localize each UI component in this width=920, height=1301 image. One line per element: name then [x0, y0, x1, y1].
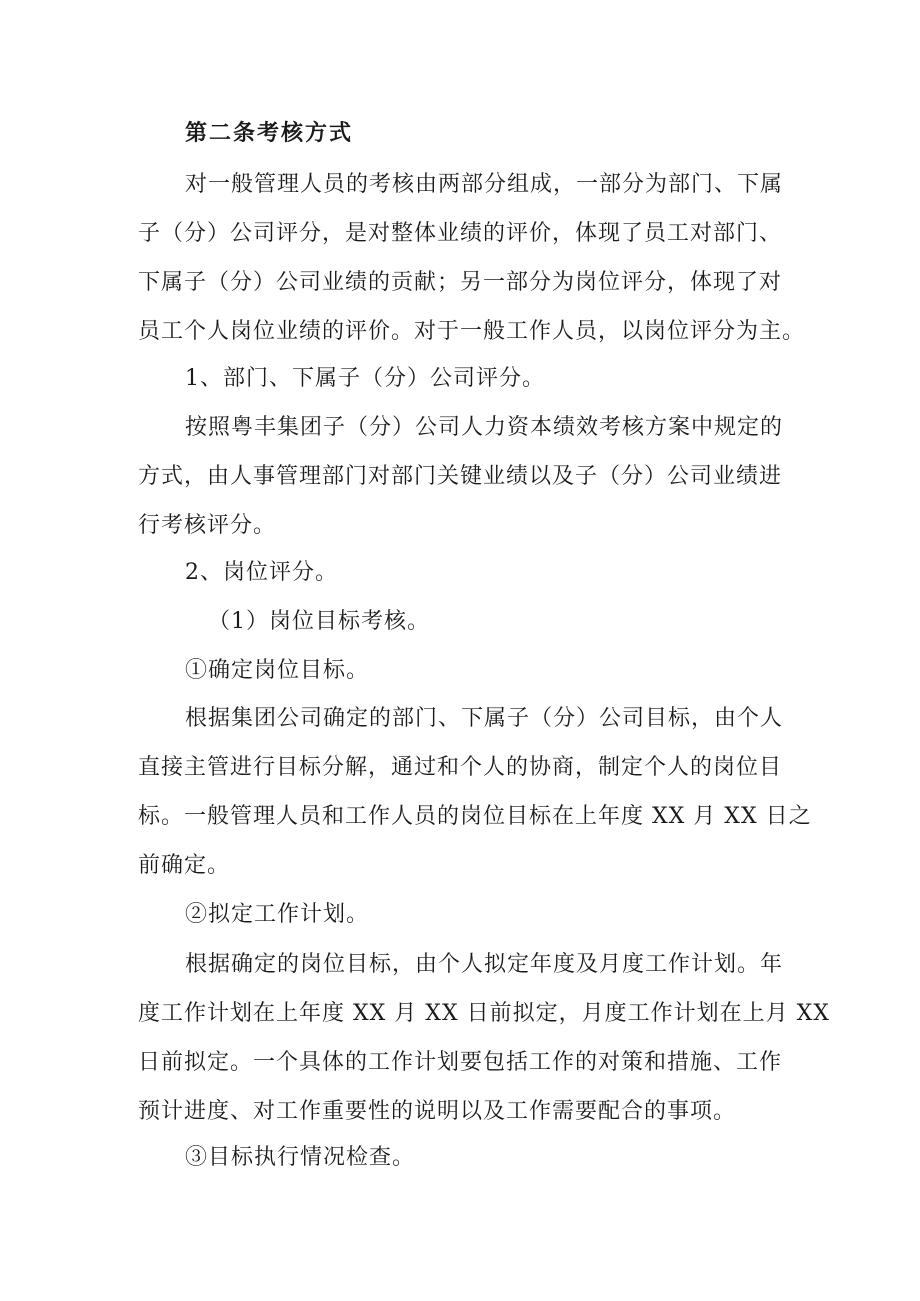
- text-line: 前确定。: [138, 853, 231, 878]
- text-line: 对一般管理人员的考核由两部分组成，一部分为部门、下属: [185, 172, 784, 197]
- text-line: 根据集团公司确定的部门、下属子（分）公司目标，由个人: [185, 706, 784, 731]
- sub-item-1-title: （1）岗位目标考核。: [208, 609, 430, 634]
- section-heading: 第二条考核方式: [185, 120, 354, 146]
- text-line: 标。一般管理人员和工作人员的岗位目标在上年度 XX 月 XX 日之: [138, 804, 812, 829]
- text-line: 度工作计划在上年度 XX 月 XX 日前拟定，月度工作计划在上月 XX: [138, 1001, 830, 1026]
- text-line: 下属子（分）公司业绩的贡献；另一部分为岗位评分，体现了对: [138, 270, 783, 295]
- text-line: 按照粤丰集团子（分）公司人力资本绩效考核方案中规定的: [185, 415, 784, 440]
- text-line: 直接主管进行目标分解，通过和个人的协商，制定个人的岗位目: [138, 755, 783, 780]
- step-1-body: [138, 694, 812, 890]
- text-line: 子（分）公司评分，是对整体业绩的评价，体现了员工对部门、: [138, 221, 783, 246]
- intro-paragraph: [138, 160, 806, 356]
- text-line: 日前拟定。一个具体的工作计划要包括工作的对策和措施、工作: [138, 1050, 783, 1075]
- item-1-body: [138, 403, 798, 550]
- text-line: 行考核评分。: [138, 513, 277, 538]
- item-1-title: 1、部门、下属子（分）公司评分。: [185, 366, 545, 391]
- step-2-title: ②拟定工作计划。: [185, 902, 370, 927]
- step-1-title: ①确定岗位目标。: [185, 658, 370, 683]
- step-2-body: [138, 940, 830, 1136]
- step-3-title: ③目标执行情况检查。: [185, 1145, 416, 1170]
- text-line: 预计进度、对工作重要性的说明以及工作需要配合的事项。: [138, 1099, 737, 1124]
- text-line: 员工个人岗位业绩的评价。对于一般工作人员，以岗位评分为主。: [138, 319, 806, 344]
- text-line: 根据确定的岗位目标，由个人拟定年度及月度工作计划。年: [185, 952, 784, 977]
- text-line: 方式，由人事管理部门对部门关键业绩以及子（分）公司业绩进: [138, 464, 783, 489]
- item-2-title: 2、岗位评分。: [185, 560, 338, 585]
